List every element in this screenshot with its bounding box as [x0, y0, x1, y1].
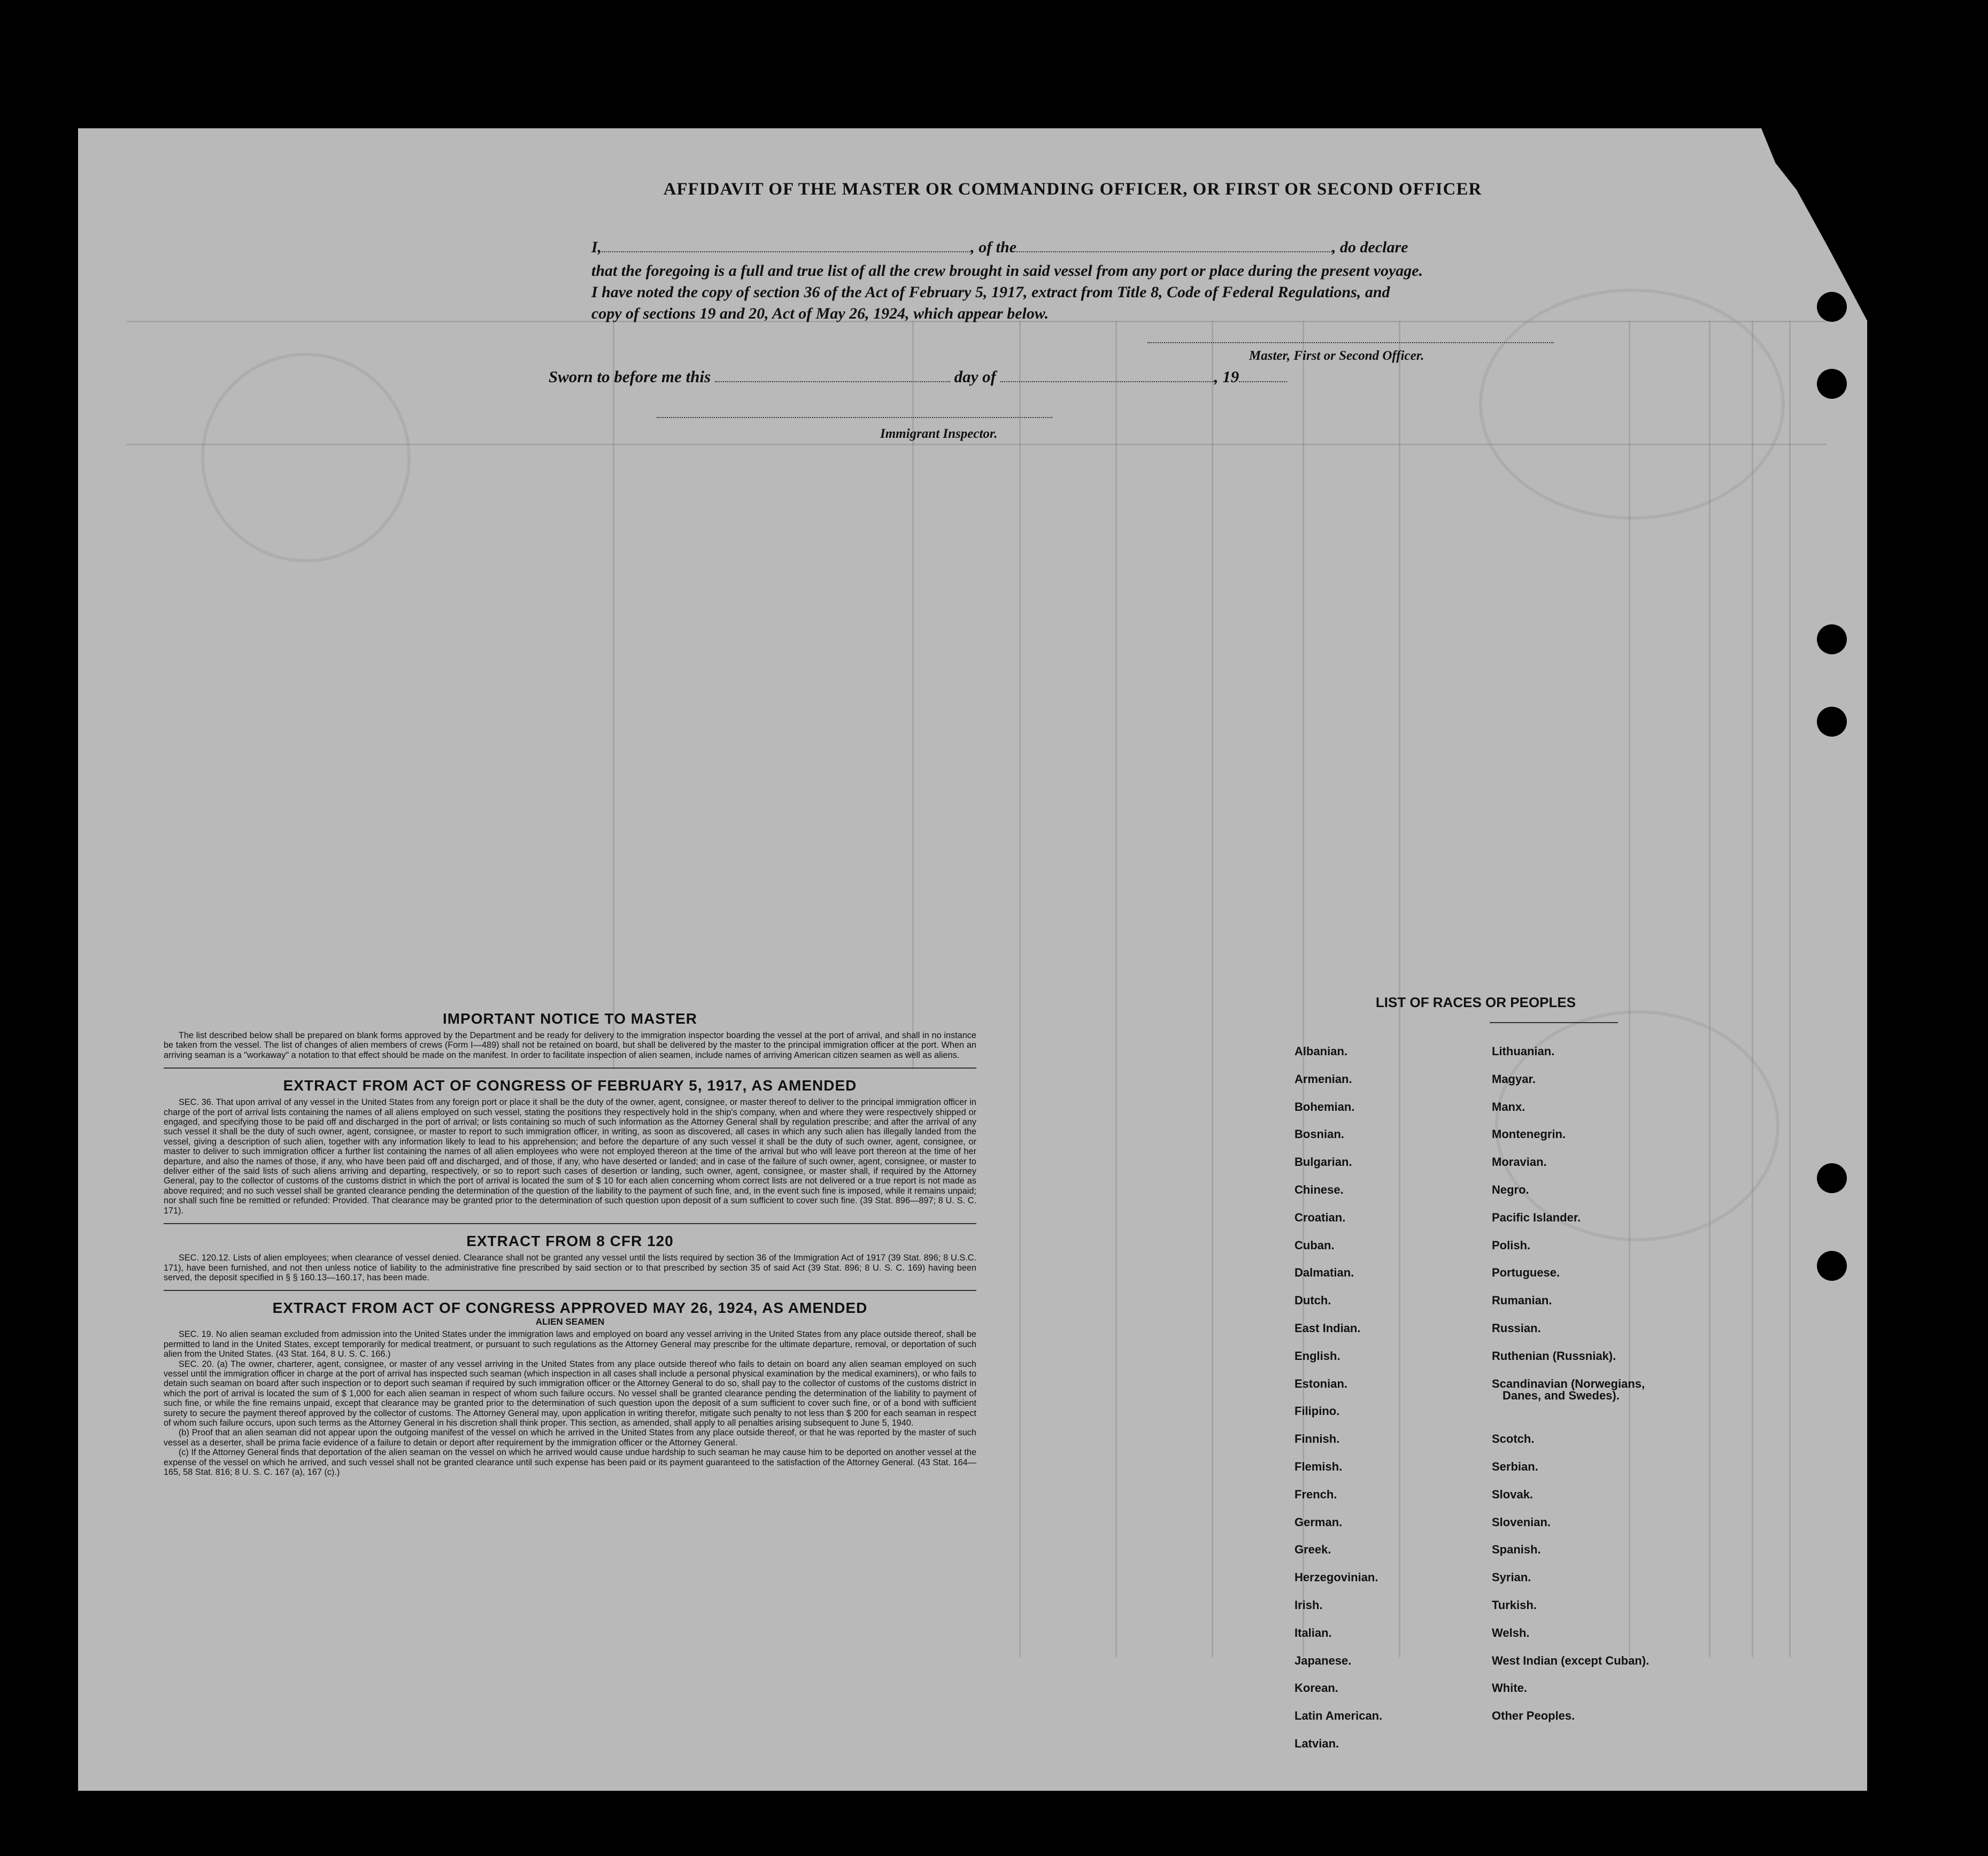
race-item: Croatian.: [1294, 1210, 1346, 1224]
declarant-prefix: I,: [591, 238, 602, 256]
races-title: LIST OF RACES OR PEOPLES: [1375, 994, 1576, 1010]
affidavit-line-3: I have noted the copy of section 36 of the Act of February 5, 1917, extract from Title 8, Code of Federal Regulations, and: [591, 283, 1390, 301]
race-item: Armenian.: [1294, 1072, 1352, 1086]
race-item: Montenegrin.: [1492, 1127, 1566, 1141]
affidavit-title: AFFIDAVIT OF THE MASTER OR COMMANDING OFFICER, OR FIRST OR SECOND OFFICER: [663, 180, 1482, 199]
race-item: Bosnian.: [1294, 1127, 1344, 1141]
race-item: Turkish.: [1492, 1598, 1537, 1612]
bleed-through-rule: [613, 321, 614, 1069]
race-item-scandinavian-cont: Danes, and Swedes).: [1502, 1388, 1620, 1402]
declarant-name-field[interactable]: [602, 251, 970, 252]
extract-1924-heading: EXTRACT FROM ACT OF CONGRESS APPROVED MAY 26, 1924, AS AMENDED: [272, 1300, 868, 1317]
punch-hole: [1817, 1163, 1847, 1193]
race-item-scandinavian: Scandinavian (Norwegians,: [1492, 1376, 1645, 1390]
notice-heading: IMPORTANT NOTICE TO MASTER: [442, 1010, 698, 1027]
race-item: Pacific Islander.: [1492, 1210, 1581, 1224]
race-item: Latvian.: [1294, 1736, 1339, 1750]
race-item: Welsh.: [1492, 1626, 1530, 1640]
declaration-line: [591, 238, 1661, 257]
races-left-column: [1294, 1045, 1382, 1765]
race-item: Bohemian.: [1294, 1100, 1355, 1113]
sec20b-paragraph: (b) Proof that an alien seaman did not appear upon the outgoing manifest of the vessel on which he arrived in the United States from any place outside thereof, or that he was reported by the master of such vessel as a deserter, shall be prima facie evidence of a failure to detain or deport after requirement by the immigration officer or the Attorney General.: [164, 1428, 976, 1448]
race-item: Scotch.: [1492, 1432, 1535, 1446]
race-item: West Indian (except Cuban).: [1492, 1653, 1650, 1667]
bleed-through-rule: [1709, 321, 1710, 1657]
race-item: Other Peoples.: [1492, 1709, 1575, 1723]
extract-cfr-body: [164, 1253, 976, 1282]
inspector-signature-field[interactable]: [657, 417, 1052, 418]
section-divider: [164, 1290, 976, 1291]
sec20c-paragraph: (c) If the Attorney General finds that deportation of the alien seaman on the vessel on which he arrived would cause undue hardship to such seaman he may cause him to be deported on another vessel at the expense of the vessel on which he arrived, and such vessel shall not be granted clearance until such expense has been paid or its payment guaranteed to the satisfaction of the Attorney General. (43 Stat. 164—165, 58 Stat. 816; 8 U. S. C. 167 (a), 167 (c).): [164, 1448, 976, 1477]
sworn-year-label: , 19: [1214, 367, 1239, 386]
race-item: Lithuanian.: [1492, 1045, 1555, 1058]
sworn-day-field[interactable]: [715, 381, 950, 382]
notice-body: [164, 1031, 976, 1060]
of-the-label: , of the: [970, 238, 1017, 256]
extract-1917-body: [164, 1097, 976, 1216]
master-signature-field[interactable]: [1147, 342, 1554, 343]
punch-hole: [1817, 292, 1847, 322]
race-item: Irish.: [1294, 1598, 1323, 1612]
affidavit-line-4: copy of sections 19 and 20, Act of May 26, 1924, which appear below.: [591, 305, 1049, 322]
sec20a-paragraph: SEC. 20. (a) The owner, charterer, agent, consignee, or master of any vessel arriving in the United States from any place outside thereof who fails to detain on board any alien seaman employed on such vessel until the immigration officer in charge at the port of arrival has inspected such seaman (which inspection in all cases shall include a personal physical examination by the medical examiners), or who fails to detain such seaman on board after such inspection or to deport such seaman if required by such immigration officer or the Attorney General to do so, shall pay to the collector of customs of the customs district in which the port of arrival is located the sum of $ 1,000 for each alien seaman in respect of whom such failure occurs. No vessel shall be granted clearance pending the determination of the liability to payment of such fine, or while the fine remains unpaid, except that clearance may be granted prior to the determination of such question upon the deposit of a sum sufficient to cover such fine, or of a bond with sufficient surety to secure the payment thereof approved by the collector of customs. The Attorney General may, upon application in writing therefor, mitigate such penalty to not less than $ 200 for each seaman in respect of whom such failure occurs, upon such terms as the Attorney General in his discretion shall think proper. This section, as amended, shall apply to all penalties arising subsequent to June 5, 1940.: [164, 1359, 976, 1428]
sworn-row: [549, 367, 1565, 386]
race-item: Korean.: [1294, 1681, 1338, 1695]
legal-extracts: [164, 1010, 976, 1477]
bleed-through-rule: [1399, 321, 1400, 1657]
race-item: Filipino.: [1294, 1404, 1340, 1418]
race-item: Chinese.: [1294, 1182, 1344, 1196]
sworn-month-field[interactable]: [1000, 381, 1214, 382]
race-item: Magyar.: [1492, 1072, 1536, 1086]
bleed-through-rule: [1752, 321, 1753, 1657]
extract-1917-heading: EXTRACT FROM ACT OF CONGRESS OF FEBRUARY 5, 1917, AS AMENDED: [283, 1077, 857, 1094]
inspector-label: Immigrant Inspector.: [880, 427, 998, 441]
race-item: Herzegovinian.: [1294, 1571, 1378, 1584]
affidavit-line-2: that the foregoing is a full and true list of all the crew brought in said vessel from any port or place during the present voyage.: [591, 262, 1423, 280]
punch-hole: [1817, 369, 1847, 399]
race-item: Portuguese.: [1492, 1266, 1560, 1280]
race-item: Russian.: [1492, 1321, 1541, 1335]
race-item: English.: [1294, 1349, 1340, 1363]
race-item: Negro.: [1492, 1182, 1529, 1196]
race-item: Greek.: [1294, 1543, 1331, 1557]
race-item: [1492, 1377, 1649, 1433]
race-item: Dutch.: [1294, 1294, 1331, 1308]
race-item: Bulgarian.: [1294, 1155, 1352, 1169]
alien-seamen-subheading: ALIEN SEAMEN: [535, 1317, 605, 1327]
sec120-paragraph: SEC. 120.12. Lists of alien employees; when clearance of vessel denied. Clearance shall not be granted any vessel until the lists required by section 36 of the Immigration Act of 1917 (39 Stat. 896; 8 U.S.C. 171), have been furnished, and not then unless notice of liability to the administrative fine prescribed by said section or to that prescribed by section 35 of said Act (39 Stat. 896; 8 U. S. C. 169) having been served, the deposit specified in § § 160.13—160.17, has been made.: [164, 1253, 976, 1282]
bleed-through-rule: [1115, 321, 1117, 1657]
race-item: Moravian.: [1492, 1155, 1547, 1169]
race-item: Japanese.: [1294, 1653, 1352, 1667]
extract-1924-body: [164, 1329, 976, 1477]
punch-hole: [1817, 707, 1847, 737]
race-item: Finnish.: [1294, 1432, 1340, 1446]
manifest-page: [78, 128, 1867, 1791]
race-item: Slovenian.: [1492, 1515, 1551, 1529]
sec19-paragraph: SEC. 19. No alien seaman excluded from admission into the United States under the immigration laws and employed on board any vessel arriving in the United States from any place outside thereof, shall be permitted to land in the United States, except temporarily for medical treatment, or pursuant to such regulations as the Attorney General may prescribe for the ultimate departure, removal, or deportation of such alien from the United States. (43 Stat. 164, 8 U. S. C. 166.): [164, 1329, 976, 1359]
race-item: French.: [1294, 1487, 1337, 1501]
race-item: Italian.: [1294, 1626, 1332, 1640]
race-item: Slovak.: [1492, 1487, 1534, 1501]
race-item: Dalmatian.: [1294, 1266, 1354, 1280]
notice-paragraph: The list described below shall be prepared on blank forms approved by the Department and be ready for delivery to the immigration inspector boarding the vessel at the port of arrival, and shall in no instance be taken from the vessel. The list of changes of alien members of crews (Form I—489) shall not be retained on board, but shall be delivered by the master to the principal immigration officer at the port. When an arriving seaman is a "workaway" a notation to that effect should be made on the manifest. In order to facilitate inspection of alien seamen, include names of arriving American citizen seamen as well as aliens.: [164, 1031, 976, 1060]
race-item: White.: [1492, 1681, 1527, 1695]
bleed-through-stamp: [201, 353, 411, 562]
vessel-name-field[interactable]: [1016, 251, 1332, 252]
races-title-underline: [1490, 1022, 1618, 1023]
sworn-prefix: Sworn to before me this: [549, 367, 711, 386]
bleed-through-rule: [1212, 321, 1213, 1657]
extract-cfr-heading: EXTRACT FROM 8 CFR 120: [466, 1233, 674, 1250]
race-item: Flemish.: [1294, 1459, 1343, 1473]
race-item: German.: [1294, 1515, 1343, 1529]
race-item: Spanish.: [1492, 1543, 1541, 1557]
bleed-through-stamp: [1479, 289, 1785, 520]
race-item: Syrian.: [1492, 1571, 1531, 1584]
race-item: Cuban.: [1294, 1238, 1335, 1252]
race-item: Rumanian.: [1492, 1294, 1552, 1308]
torn-corner: [1691, 128, 1867, 321]
do-declare-label: , do declare: [1332, 238, 1408, 256]
race-item: Latin American.: [1294, 1709, 1383, 1723]
bleed-through-rule: [1789, 321, 1791, 1657]
race-item: Serbian.: [1492, 1459, 1538, 1473]
sworn-year-field[interactable]: [1239, 381, 1287, 382]
races-right-column: [1492, 1045, 1649, 1737]
race-item: Manx.: [1492, 1100, 1525, 1113]
section-divider: [164, 1223, 976, 1224]
race-item: Ruthenian (Russniak).: [1492, 1349, 1616, 1363]
race-item: East Indian.: [1294, 1321, 1361, 1335]
race-item: Estonian.: [1294, 1376, 1348, 1390]
sec36-paragraph: SEC. 36. That upon arrival of any vessel in the United States from any foreign port or place it shall be the duty of the owner, agent, consignee, or master thereof to deliver to the principal immigration officer in charge of the port of arrival lists containing the names of all aliens employed on such vessel, stating the positions they respectively hold in the ship's company, when and where they were respectively shipped or engaged, and specifying those to be paid off and discharged in the port of arrival; or lists containing so much of such information as the Attorney General shall by regulation prescribe; and after the arrival of any such vessel it shall be the duty of such owner, agent, consignee, or master to report to such immigration officer, in writing, as soon as discovered, all cases in which any such alien has illegally landed from the vessel, giving a description of such alien, together with any information likely to lead to his apprehension; and before the departure of any such vessel it shall be the duty of such owner, agent, consignee, or master to deliver to such immigration officer a further list containing the names of all alien employees who were not employed thereon at the time of the arrival but who will leave port thereon at the time of her departure, and also the names of those, if any, who have been paid off and discharged, and of those, if any, who have deserted or landed; and in case of the failure of such owner, agent, consignee, or master to deliver either of the said lists of such aliens arriving and departing, respectively, or so to report such cases of desertion or landing, such owner, agent, consignee, or master shall, if required by the Attorney General, pay to the collector of customs of the customs district in which the port of arrival is located the sum of $ 10 for each alien concerning whom correct lists are not delivered or a true report is not made as above required; and no such vessel shall be granted clearance pending the determination of the question of the liability to the payment of such fine, and, in the event such fine is imposed, while it remains unpaid; nor shall such fine be remitted or refunded: Provided. That clearance may be granted prior to the determination of such question upon deposit of a sum sufficient to cover such fine. (39 Stat. 896—897; 8 U. S. C. 171).: [164, 1097, 976, 1216]
punch-hole: [1817, 1251, 1847, 1281]
race-item: Albanian.: [1294, 1045, 1348, 1058]
master-label: Master, First or Second Officer.: [1249, 349, 1424, 363]
race-item: Polish.: [1492, 1238, 1531, 1252]
bleed-through-rule: [1019, 321, 1021, 1657]
sworn-day-label: day of: [954, 367, 996, 386]
section-divider: [164, 1068, 976, 1069]
punch-hole: [1817, 624, 1847, 654]
